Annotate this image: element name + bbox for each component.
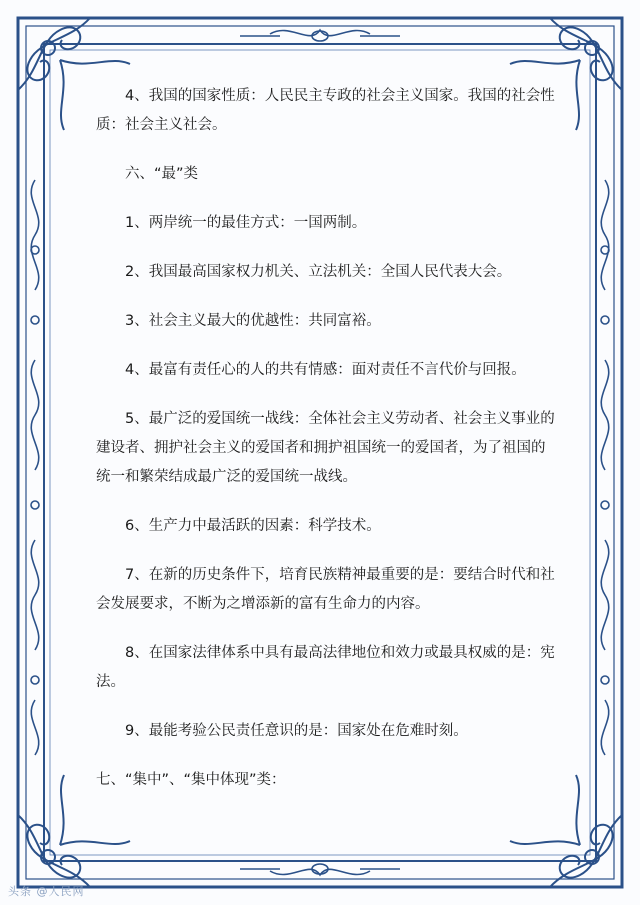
list-item-6-9: 9、最能考验公民责任意识的是：国家处在危难时刻。 <box>125 723 468 739</box>
list-item-6-2: 2、我国最高国家权力机关、立法机关：全国人民代表大会。 <box>125 264 512 280</box>
document-body <box>96 82 558 795</box>
list-item-6-5: 5、最广泛的爱国统一战线：全体社会主义劳动者、社会主义事业的建设者、拥护社会主义的爱国者和拥护祖国统一的爱国者，为了祖国的统一和繁荣结成最广泛的爱国统一战线。 <box>96 411 555 485</box>
paragraph-state-nature: 4、我国的国家性质：人民民主专政的社会主义国家。我国的社会性质：社会主义社会。 <box>96 88 555 133</box>
bottom-center-ornament <box>240 864 400 875</box>
source-watermark: 头条 @人民网 <box>8 885 85 898</box>
section-heading-six: 六、“最”类 <box>125 166 199 182</box>
right-side-ornaments <box>601 180 609 755</box>
list-item-6-8: 8、在国家法律体系中具有最高法律地位和效力或最具权威的是：宪法。 <box>96 645 555 690</box>
list-item-6-6: 6、生产力中最活跃的因素：科学技术。 <box>125 518 381 534</box>
top-center-ornament <box>240 30 400 41</box>
list-item-6-7: 7、在新的历史条件下，培育民族精神最重要的是：要结合时代和社会发展要求，不断为之增添新的富有生命力的内容。 <box>96 567 555 612</box>
left-side-ornaments <box>31 180 39 755</box>
list-item-6-1: 1、两岸统一的最佳方式：一国两制。 <box>125 215 367 231</box>
section-heading-seven: 七、“集中”、“集中体现”类： <box>96 772 286 788</box>
list-item-6-4: 4、最富有责任心的人的共有情感：面对责任不言代价与回报。 <box>125 362 526 378</box>
list-item-6-3: 3、社会主义最大的优越性：共同富裕。 <box>125 313 381 329</box>
